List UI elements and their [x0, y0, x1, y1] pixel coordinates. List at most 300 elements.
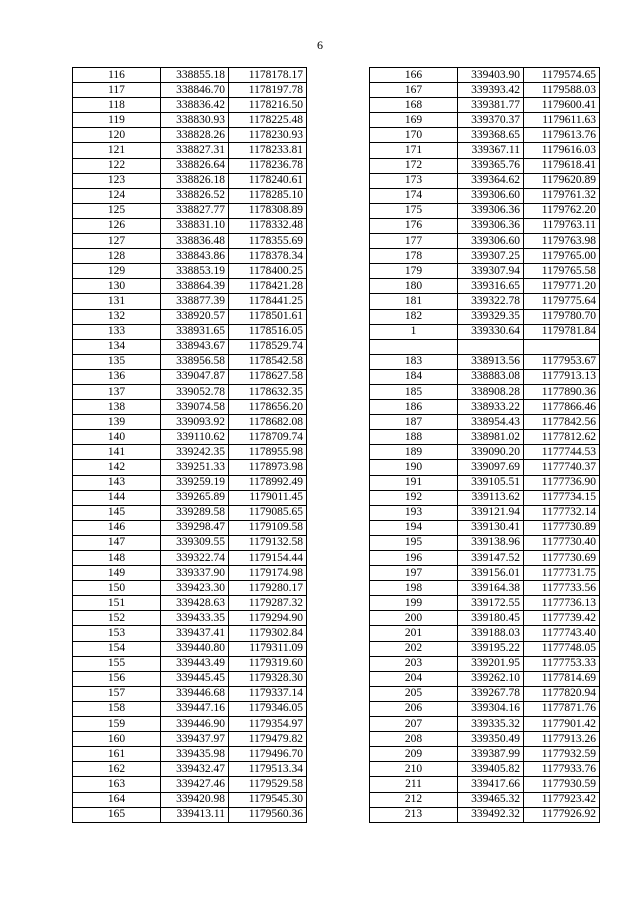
y-coordinate-cell: 1179763.11: [524, 218, 600, 233]
table-row: [370, 188, 600, 203]
x-coordinate-cell: [458, 339, 524, 354]
x-coordinate-cell: 339164.38: [458, 581, 524, 596]
x-coordinate-cell: 339267.78: [458, 686, 524, 701]
table-row: [73, 98, 307, 113]
table-row: [73, 369, 307, 384]
point-number-cell: 170: [370, 128, 458, 143]
table-row: [73, 324, 307, 339]
y-coordinate-cell: 1179154.44: [229, 551, 307, 566]
table-row: [73, 807, 307, 822]
y-coordinate-cell: 1178400.25: [229, 264, 307, 279]
point-number-cell: 167: [370, 83, 458, 98]
table-row: [370, 173, 600, 188]
point-number-cell: 196: [370, 551, 458, 566]
y-coordinate-cell: 1177730.89: [524, 520, 600, 535]
point-number-cell: 117: [73, 83, 161, 98]
y-coordinate-cell: 1177733.56: [524, 581, 600, 596]
x-coordinate-cell: 339446.68: [161, 686, 229, 701]
point-number-cell: 192: [370, 490, 458, 505]
y-coordinate-cell: 1179328.30: [229, 671, 307, 686]
y-coordinate-cell: 1179109.58: [229, 520, 307, 535]
table-row: [73, 701, 307, 716]
point-number-cell: 210: [370, 762, 458, 777]
x-coordinate-cell: 338830.93: [161, 113, 229, 128]
table-row: [73, 717, 307, 732]
point-number-cell: 164: [73, 792, 161, 807]
y-coordinate-cell: 1179294.90: [229, 611, 307, 626]
table-row: [370, 249, 600, 264]
table-row: [370, 158, 600, 173]
y-coordinate-cell: 1178236.78: [229, 158, 307, 173]
x-coordinate-cell: 339423.30: [161, 581, 229, 596]
table-row: [370, 717, 600, 732]
table-row: [370, 701, 600, 716]
table-row: [370, 218, 600, 233]
table-row: [73, 596, 307, 611]
y-coordinate-cell: 1179302.84: [229, 626, 307, 641]
table-row: [73, 234, 307, 249]
y-coordinate-cell: 1177736.13: [524, 596, 600, 611]
table-row: [370, 505, 600, 520]
point-number-cell: 206: [370, 701, 458, 716]
point-number-cell: 140: [73, 430, 161, 445]
table-row: [370, 475, 600, 490]
point-number-cell: 145: [73, 505, 161, 520]
table-row: [73, 656, 307, 671]
point-number-cell: 193: [370, 505, 458, 520]
table-row: [73, 445, 307, 460]
table-row: [73, 747, 307, 762]
table-row: [73, 354, 307, 369]
x-coordinate-cell: 339309.55: [161, 535, 229, 550]
point-number-cell: 168: [370, 98, 458, 113]
x-coordinate-cell: 338943.67: [161, 339, 229, 354]
x-coordinate-cell: 339443.49: [161, 656, 229, 671]
table-row: [370, 98, 600, 113]
point-number-cell: 201: [370, 626, 458, 641]
y-coordinate-cell: 1179513.34: [229, 762, 307, 777]
y-coordinate-cell: 1179311.09: [229, 641, 307, 656]
x-coordinate-cell: 339322.78: [458, 294, 524, 309]
point-number-cell: 184: [370, 369, 458, 384]
table-row: [370, 656, 600, 671]
point-number-cell: 163: [73, 777, 161, 792]
table-row: [370, 520, 600, 535]
x-coordinate-cell: 339368.65: [458, 128, 524, 143]
y-coordinate-cell: 1177730.69: [524, 551, 600, 566]
y-coordinate-cell: 1177744.53: [524, 445, 600, 460]
x-coordinate-cell: 339329.35: [458, 309, 524, 324]
table-row: [370, 369, 600, 384]
y-coordinate-cell: 1179560.36: [229, 807, 307, 822]
table-row: [73, 203, 307, 218]
x-coordinate-cell: 339188.03: [458, 626, 524, 641]
y-coordinate-cell: 1177923.42: [524, 792, 600, 807]
point-number-cell: 183: [370, 354, 458, 369]
table-row: [73, 505, 307, 520]
point-number-cell: 165: [73, 807, 161, 822]
x-coordinate-cell: 338864.39: [161, 279, 229, 294]
point-number-cell: 188: [370, 430, 458, 445]
x-coordinate-cell: 338956.58: [161, 354, 229, 369]
y-coordinate-cell: 1177953.67: [524, 354, 600, 369]
y-coordinate-cell: 1179611.63: [524, 113, 600, 128]
point-number-cell: 134: [73, 339, 161, 354]
table-row: [370, 460, 600, 475]
table-row: [370, 445, 600, 460]
x-coordinate-cell: 339370.37: [458, 113, 524, 128]
point-number-cell: 153: [73, 626, 161, 641]
point-number-cell: 120: [73, 128, 161, 143]
x-coordinate-cell: 339335.32: [458, 717, 524, 732]
point-number-cell: 166: [370, 68, 458, 83]
y-coordinate-cell: 1177731.75: [524, 566, 600, 581]
y-coordinate-cell: 1178441.25: [229, 294, 307, 309]
x-coordinate-cell: 339350.49: [458, 732, 524, 747]
point-number-cell: 208: [370, 732, 458, 747]
point-number-cell: 200: [370, 611, 458, 626]
x-coordinate-cell: 339446.90: [161, 717, 229, 732]
y-coordinate-cell: 1178992.49: [229, 475, 307, 490]
point-number-cell: 148: [73, 551, 161, 566]
y-coordinate-cell: 1179346.05: [229, 701, 307, 716]
x-coordinate-cell: 339316.65: [458, 279, 524, 294]
y-coordinate-cell: 1177743.40: [524, 626, 600, 641]
point-number-cell: 147: [73, 535, 161, 550]
x-coordinate-cell: 339113.62: [458, 490, 524, 505]
x-coordinate-cell: 338920.57: [161, 309, 229, 324]
table-row: [370, 279, 600, 294]
table-row: [73, 128, 307, 143]
y-coordinate-cell: 1179761.32: [524, 188, 600, 203]
x-coordinate-cell: 338843.86: [161, 249, 229, 264]
table-row: [73, 777, 307, 792]
point-number-cell: 213: [370, 807, 458, 822]
table-row: [73, 430, 307, 445]
table-row: [73, 294, 307, 309]
x-coordinate-cell: 339052.78: [161, 384, 229, 399]
x-coordinate-cell: 338826.64: [161, 158, 229, 173]
y-coordinate-cell: 1178516.05: [229, 324, 307, 339]
table-row: [73, 581, 307, 596]
table-row: [370, 551, 600, 566]
point-number-cell: 116: [73, 68, 161, 83]
table-row: [73, 520, 307, 535]
point-number-cell: 135: [73, 354, 161, 369]
table-row: [370, 807, 600, 822]
x-coordinate-cell: 339262.10: [458, 671, 524, 686]
y-coordinate-cell: 1179174.98: [229, 566, 307, 581]
table-row: [73, 535, 307, 550]
point-number-cell: 130: [73, 279, 161, 294]
x-coordinate-cell: 339428.63: [161, 596, 229, 611]
table-row: [73, 490, 307, 505]
x-coordinate-cell: 338933.22: [458, 400, 524, 415]
point-number-cell: 128: [73, 249, 161, 264]
table-row: [73, 309, 307, 324]
y-coordinate-cell: 1177814.69: [524, 671, 600, 686]
x-coordinate-cell: 339433.35: [161, 611, 229, 626]
x-coordinate-cell: 338827.31: [161, 143, 229, 158]
point-number-cell: 123: [73, 173, 161, 188]
table-row: [370, 415, 600, 430]
x-coordinate-cell: 339093.92: [161, 415, 229, 430]
x-coordinate-cell: 339307.94: [458, 264, 524, 279]
point-number-cell: 154: [73, 641, 161, 656]
x-coordinate-cell: 339364.62: [458, 173, 524, 188]
y-coordinate-cell: 1177913.26: [524, 732, 600, 747]
x-coordinate-cell: 339403.90: [458, 68, 524, 83]
y-coordinate-cell: 1178225.48: [229, 113, 307, 128]
point-number-cell: 181: [370, 294, 458, 309]
x-coordinate-cell: 339130.41: [458, 520, 524, 535]
point-number-cell: 157: [73, 686, 161, 701]
x-coordinate-cell: 339251.33: [161, 460, 229, 475]
y-coordinate-cell: 1178216.50: [229, 98, 307, 113]
x-coordinate-cell: 339195.22: [458, 641, 524, 656]
x-coordinate-cell: 339413.11: [161, 807, 229, 822]
table-row: [370, 641, 600, 656]
y-coordinate-cell: 1177734.15: [524, 490, 600, 505]
point-number-cell: 150: [73, 581, 161, 596]
y-coordinate-cell: 1179337.14: [229, 686, 307, 701]
point-number-cell: 211: [370, 777, 458, 792]
y-coordinate-cell: 1177871.76: [524, 701, 600, 716]
y-coordinate-cell: 1179132.58: [229, 535, 307, 550]
y-coordinate-cell: 1177866.46: [524, 400, 600, 415]
x-coordinate-cell: 339365.76: [458, 158, 524, 173]
y-coordinate-cell: 1178973.98: [229, 460, 307, 475]
point-number-cell: 158: [73, 701, 161, 716]
x-coordinate-cell: 338883.08: [458, 369, 524, 384]
table-row: [370, 581, 600, 596]
table-row: [73, 143, 307, 158]
y-coordinate-cell: 1179085.65: [229, 505, 307, 520]
point-number-cell: 171: [370, 143, 458, 158]
table-row: [370, 264, 600, 279]
x-coordinate-cell: 338827.77: [161, 203, 229, 218]
x-coordinate-cell: 339381.77: [458, 98, 524, 113]
y-coordinate-cell: 1177748.05: [524, 641, 600, 656]
point-number-cell: 124: [73, 188, 161, 203]
point-number-cell: 161: [73, 747, 161, 762]
y-coordinate-cell: 1177901.42: [524, 717, 600, 732]
x-coordinate-cell: 339306.60: [458, 188, 524, 203]
x-coordinate-cell: 339156.01: [458, 566, 524, 581]
point-number-cell: 185: [370, 384, 458, 399]
point-number-cell: 122: [73, 158, 161, 173]
table-row: [370, 566, 600, 581]
y-coordinate-cell: 1177812.62: [524, 430, 600, 445]
x-coordinate-cell: 338877.39: [161, 294, 229, 309]
coordinates-table-left: [72, 67, 307, 823]
y-coordinate-cell: 1178332.48: [229, 218, 307, 233]
y-coordinate-cell: 1179771.20: [524, 279, 600, 294]
x-coordinate-cell: 338853.19: [161, 264, 229, 279]
y-coordinate-cell: 1177930.59: [524, 777, 600, 792]
table-row: [370, 384, 600, 399]
y-coordinate-cell: 1179479.82: [229, 732, 307, 747]
table-row: [73, 566, 307, 581]
table-row: [370, 747, 600, 762]
y-coordinate-cell: 1179613.76: [524, 128, 600, 143]
point-number-cell: 178: [370, 249, 458, 264]
point-number-cell: 177: [370, 234, 458, 249]
point-number-cell: 202: [370, 641, 458, 656]
y-coordinate-cell: 1179545.30: [229, 792, 307, 807]
y-coordinate-cell: 1179765.00: [524, 249, 600, 264]
table-row: [73, 384, 307, 399]
coordinates-table-right: [369, 67, 600, 823]
table-row: [370, 535, 600, 550]
table-row: [370, 686, 600, 701]
x-coordinate-cell: 339440.80: [161, 641, 229, 656]
x-coordinate-cell: 339437.41: [161, 626, 229, 641]
point-number-cell: 175: [370, 203, 458, 218]
y-coordinate-cell: 1178501.61: [229, 309, 307, 324]
table-row: [73, 792, 307, 807]
table-row: [73, 400, 307, 415]
table-row: [370, 490, 600, 505]
point-number-cell: [370, 339, 458, 354]
x-coordinate-cell: 339367.11: [458, 143, 524, 158]
x-coordinate-cell: 339121.94: [458, 505, 524, 520]
x-coordinate-cell: 339445.45: [161, 671, 229, 686]
point-number-cell: 199: [370, 596, 458, 611]
page-number: 6: [317, 38, 323, 52]
x-coordinate-cell: 339147.52: [458, 551, 524, 566]
point-number-cell: 187: [370, 415, 458, 430]
table-row: [370, 671, 600, 686]
point-number-cell: 137: [73, 384, 161, 399]
y-coordinate-cell: 1177732.14: [524, 505, 600, 520]
table-row: [73, 218, 307, 233]
point-number-cell: 162: [73, 762, 161, 777]
point-number-cell: 121: [73, 143, 161, 158]
table-row: [370, 430, 600, 445]
y-coordinate-cell: 1179775.64: [524, 294, 600, 309]
point-number-cell: 143: [73, 475, 161, 490]
table-row: [370, 626, 600, 641]
point-number-cell: 180: [370, 279, 458, 294]
x-coordinate-cell: 338913.56: [458, 354, 524, 369]
y-coordinate-cell: 1179780.70: [524, 309, 600, 324]
y-coordinate-cell: 1177890.36: [524, 384, 600, 399]
y-coordinate-cell: 1179781.84: [524, 324, 600, 339]
x-coordinate-cell: 338836.48: [161, 234, 229, 249]
point-number-cell: 146: [73, 520, 161, 535]
point-number-cell: 176: [370, 218, 458, 233]
y-coordinate-cell: 1179762.20: [524, 203, 600, 218]
x-coordinate-cell: 339138.96: [458, 535, 524, 550]
table-row: [73, 113, 307, 128]
point-number-cell: 149: [73, 566, 161, 581]
table-row: [370, 68, 600, 83]
point-number-cell: 173: [370, 173, 458, 188]
table-row: [73, 279, 307, 294]
table-row: [73, 68, 307, 83]
point-number-cell: 129: [73, 264, 161, 279]
y-coordinate-cell: 1179765.58: [524, 264, 600, 279]
y-coordinate-cell: 1179496.70: [229, 747, 307, 762]
table-row: [370, 294, 600, 309]
table-row: [370, 596, 600, 611]
x-coordinate-cell: 339180.45: [458, 611, 524, 626]
point-number-cell: 138: [73, 400, 161, 415]
x-coordinate-cell: 339265.89: [161, 490, 229, 505]
x-coordinate-cell: 339090.20: [458, 445, 524, 460]
point-number-cell: 186: [370, 400, 458, 415]
point-number-cell: 144: [73, 490, 161, 505]
point-number-cell: 212: [370, 792, 458, 807]
y-coordinate-cell: 1178656.20: [229, 400, 307, 415]
x-coordinate-cell: 339242.35: [161, 445, 229, 460]
table-row: [73, 339, 307, 354]
point-number-cell: 127: [73, 234, 161, 249]
y-coordinate-cell: 1178709.74: [229, 430, 307, 445]
y-coordinate-cell: 1178542.58: [229, 354, 307, 369]
table-row: [73, 264, 307, 279]
y-coordinate-cell: 1179287.32: [229, 596, 307, 611]
x-coordinate-cell: 339307.25: [458, 249, 524, 264]
point-number-cell: 136: [73, 369, 161, 384]
x-coordinate-cell: 339465.32: [458, 792, 524, 807]
x-coordinate-cell: 339306.36: [458, 218, 524, 233]
x-coordinate-cell: 339427.46: [161, 777, 229, 792]
table-row: [73, 551, 307, 566]
table-row: [370, 128, 600, 143]
point-number-cell: 189: [370, 445, 458, 460]
x-coordinate-cell: 338831.10: [161, 218, 229, 233]
table-row: [370, 339, 600, 354]
y-coordinate-cell: 1179616.03: [524, 143, 600, 158]
x-coordinate-cell: 339047.87: [161, 369, 229, 384]
y-coordinate-cell: 1178632.35: [229, 384, 307, 399]
table-row: [370, 203, 600, 218]
y-coordinate-cell: 1177820.94: [524, 686, 600, 701]
point-number-cell: 131: [73, 294, 161, 309]
x-coordinate-cell: 338826.52: [161, 188, 229, 203]
table-row: [73, 158, 307, 173]
y-coordinate-cell: 1177736.90: [524, 475, 600, 490]
table-row: [73, 626, 307, 641]
y-coordinate-cell: 1178178.17: [229, 68, 307, 83]
x-coordinate-cell: 339289.58: [161, 505, 229, 520]
y-coordinate-cell: 1178197.78: [229, 83, 307, 98]
point-number-cell: 207: [370, 717, 458, 732]
table-row: [370, 143, 600, 158]
table-row: [370, 400, 600, 415]
table-row: [73, 475, 307, 490]
table-row: [370, 309, 600, 324]
x-coordinate-cell: 338908.28: [458, 384, 524, 399]
y-coordinate-cell: 1179574.65: [524, 68, 600, 83]
point-number-cell: 172: [370, 158, 458, 173]
point-number-cell: 126: [73, 218, 161, 233]
x-coordinate-cell: 339417.66: [458, 777, 524, 792]
x-coordinate-cell: 339105.51: [458, 475, 524, 490]
point-number-cell: 155: [73, 656, 161, 671]
point-number-cell: 151: [73, 596, 161, 611]
table-row: [73, 686, 307, 701]
x-coordinate-cell: 338954.43: [458, 415, 524, 430]
x-coordinate-cell: 339337.90: [161, 566, 229, 581]
x-coordinate-cell: 339298.47: [161, 520, 229, 535]
y-coordinate-cell: 1179280.17: [229, 581, 307, 596]
x-coordinate-cell: 339306.36: [458, 203, 524, 218]
x-coordinate-cell: 339387.99: [458, 747, 524, 762]
y-coordinate-cell: 1177730.40: [524, 535, 600, 550]
